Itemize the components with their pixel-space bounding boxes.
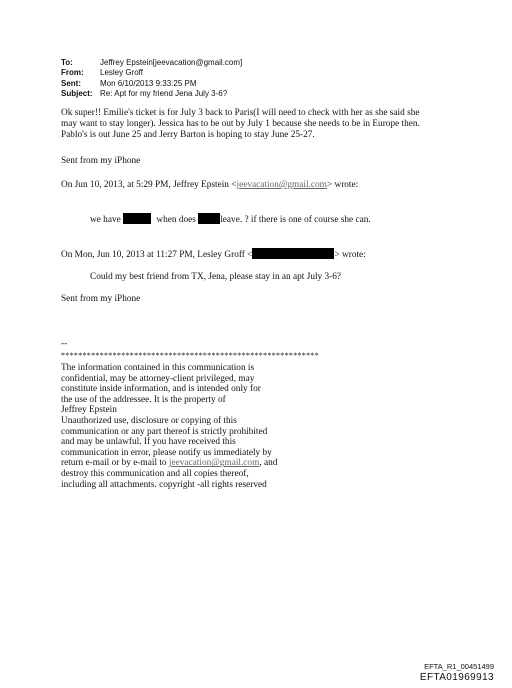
quote-header-2-suffix: > wrote: <box>334 250 366 260</box>
from-row <box>61 68 242 78</box>
disclaimer-line: The information contained in this communication is <box>61 363 255 373</box>
disclaimer-line: destroy this communication and all copies thereof, <box>61 468 249 479</box>
signature-separator: -- <box>61 339 68 349</box>
reply-1-part-b: when does <box>156 215 196 225</box>
body-line-2: may want to stay longer). Jessica has to be out by July 1 because she needs to be in Europe then. <box>61 119 420 129</box>
disclaimer-line: Unauthorized use, disclosure or copying of this <box>61 415 237 426</box>
reply-line-2: Could my best friend from TX, Jena, please stay in an apt July 3-6? <box>90 272 342 282</box>
disclaimer-line: communication in error, please notify us immediately by <box>61 447 272 458</box>
disclaimer-line: constitute inside information, and is intended only for <box>61 384 261 395</box>
to-label: To: <box>61 58 73 67</box>
body-line-3: Pablo's is out June 25 and Jerry Barton is hoping to stay June 25-27. <box>61 130 315 140</box>
quote-header-2-prefix: On Mon, Jun 10, 2013 at 11:27 PM, Lesley Groff < <box>61 250 253 260</box>
sent-label: Sent: <box>61 78 81 88</box>
bates-id-large: EFTA01969913 <box>419 672 494 683</box>
quote-header-1-suffix: > wrote: <box>326 180 359 190</box>
sent-from-iphone-1: Sent from my iPhone <box>61 156 141 166</box>
reply-line-1 <box>90 213 371 225</box>
from-label: From: <box>61 68 84 78</box>
stars-divider: ************************************************************ <box>61 351 319 360</box>
from-value: Lesley Groff <box>100 68 143 78</box>
body-line-1: Ok super!! Emilie's ticket is for July 3 back to Paris(I will need to check with her as she said she <box>61 108 420 118</box>
disclaimer-line: Jeffrey Epstein <box>61 405 117 416</box>
redaction-box <box>123 213 151 224</box>
quote-header-1 <box>61 180 358 190</box>
disclaimer-line <box>61 458 277 469</box>
disclaimer-line: and may be unlawful. If you have received this <box>61 437 236 448</box>
quote-header-1-prefix: On Jun 10, 2013, at 5:29 PM, Jeffrey Epstein < <box>61 180 237 190</box>
subject-label: Subject: <box>61 88 93 98</box>
subject-row <box>61 89 242 99</box>
sent-value: Mon 6/10/2013 9:33:25 PM <box>100 78 197 88</box>
redaction-box <box>252 248 334 259</box>
reply-1-part-a: we have <box>90 215 121 225</box>
subject-value: Re: Apt for my friend Jena July 3-6? <box>100 88 228 98</box>
sent-row <box>61 79 242 89</box>
email-link-1[interactable]: jeevacation@gmail.com <box>236 180 327 190</box>
to-value: Jeffrey Epstein[jeevacation@gmail.com] <box>100 58 243 67</box>
disclaimer-line: including all attachments. copyright -all rights reserved <box>61 479 267 490</box>
disclaimer-line: communication or any part thereof is strictly prohibited <box>61 426 268 437</box>
sent-from-iphone-2: Sent from my iPhone <box>61 294 141 304</box>
email-link-2[interactable]: jeevacation@gmail.com <box>168 458 260 469</box>
disclaimer-line: confidential, may be attorney-client privileged, may <box>61 373 255 384</box>
email-header <box>61 58 242 99</box>
disclaimer-line-suffix: , and <box>259 458 278 469</box>
confidentiality-disclaimer <box>61 363 277 490</box>
redaction-box <box>198 213 220 224</box>
disclaimer-line: the use of the addressee. It is the property of <box>61 394 226 405</box>
to-row <box>61 58 242 68</box>
bates-id-small: EFTA_R1_00451499 <box>424 662 494 671</box>
disclaimer-line-prefix: return e-mail or by e-mail to <box>61 458 169 469</box>
quote-header-2 <box>61 248 366 260</box>
reply-1-part-c: leave. ? if there is one of course she can. <box>220 215 371 225</box>
